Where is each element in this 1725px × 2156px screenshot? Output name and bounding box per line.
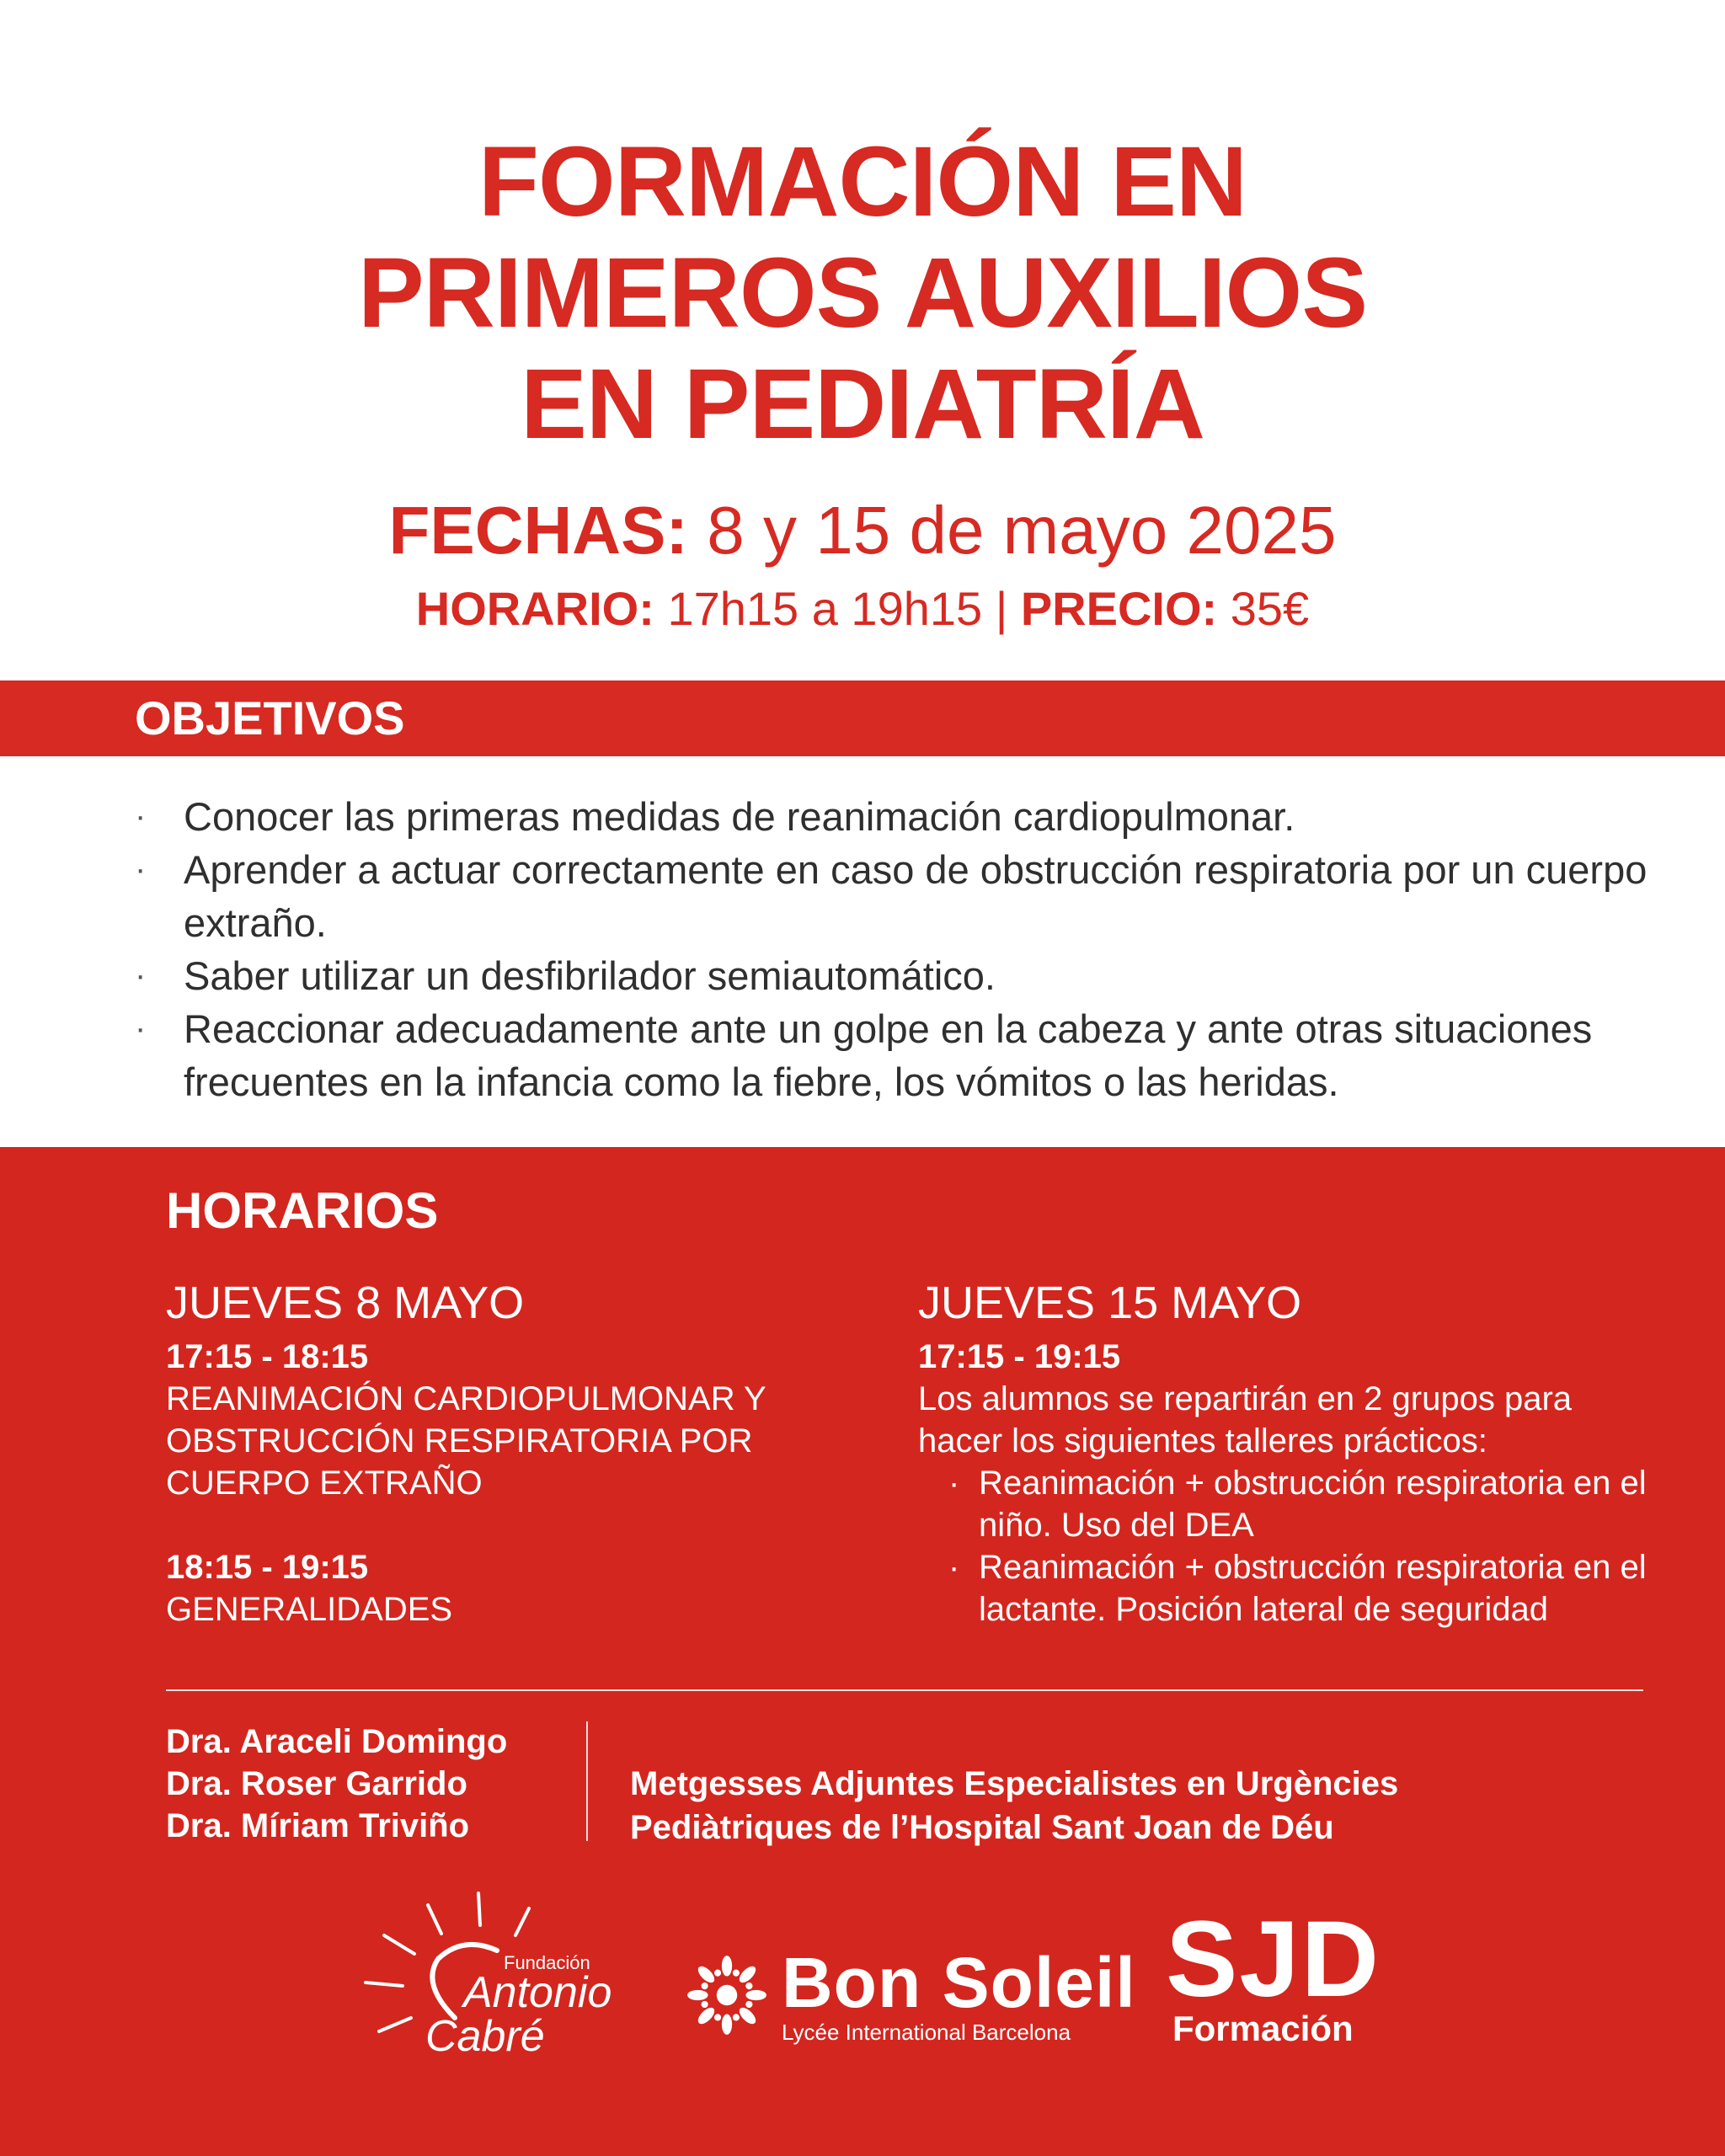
price-label: PRECIO: — [1020, 582, 1218, 635]
sjd-logo: SJD — [1166, 1899, 1381, 2020]
day1-title: JUEVES 8 MAYO — [166, 1278, 525, 1328]
dates-value: 8 y 15 de mayo 2025 — [688, 493, 1337, 568]
foundation-label: Fundación — [504, 1952, 590, 1973]
dates-line — [0, 488, 1725, 573]
list-item — [918, 1462, 1659, 1546]
price-value: 35€ — [1217, 582, 1310, 635]
objective-text: Conocer las primeras medidas de reanimación cardiopulmonar. — [184, 794, 1295, 839]
bon-soleil-name: Bon Soleil — [782, 1943, 1136, 2022]
page-title — [0, 126, 1725, 460]
role-line-1: Metgesses Adjuntes Especialistes en Urgències — [630, 1765, 1399, 1802]
schedule-price-line — [0, 579, 1725, 638]
horizontal-divider — [166, 1689, 1643, 1691]
day2-slot1-desc: Los alumnos se repartirán en 2 grupos para hacer los siguientes talleres prácticos: — [918, 1380, 1573, 1460]
bullet-icon: · — [135, 798, 147, 835]
list-item — [918, 1546, 1659, 1630]
objective-text: Saber utilizar un desfibrilador semiautomático. — [184, 953, 996, 998]
workshop-text: Reanimación + obstrucción respiratoria en el niño. Uso del DEA — [979, 1465, 1647, 1544]
bon-soleil-sun-icon — [684, 1952, 770, 2038]
day1-slot2-time: 18:15 - 19:15 — [166, 1549, 369, 1586]
role-line-2: Pediàtriques de l’Hospital Sant Joan de Déu — [630, 1809, 1334, 1846]
vertical-divider — [586, 1721, 588, 1841]
objectives-list — [133, 790, 1683, 1108]
list-item — [133, 790, 1683, 843]
list-item — [133, 949, 1683, 1002]
workshop-text: Reanimación + obstrucción respiratoria en el lactante. Posición lateral de seguridad — [979, 1549, 1647, 1628]
workshop-list — [918, 1462, 1659, 1630]
day1-slot1-desc: REANIMACIÓN CARDIOPULMONAR Y OBSTRUCCIÓN RESPIRATORIA POR CUERPO EXTRAÑO — [166, 1380, 766, 1502]
objectives-heading: OBJETIVOS — [135, 691, 405, 744]
list-item — [133, 1002, 1683, 1108]
day1-slot2-desc: GENERALIDADES — [166, 1591, 453, 1628]
bullet-icon: · — [948, 1549, 960, 1586]
objective-text: Reaccionar adecuadamente ante un golpe en la cabeza y ante otras situaciones frecuentes en la infancia como la fiebre, los vómitos o las heridas. — [184, 1006, 1593, 1104]
sjd-subtitle: Formación — [1172, 2009, 1354, 2048]
day1-column — [166, 1273, 857, 1630]
doctor-name-3: Dra. Míriam Triviño — [166, 1807, 470, 1844]
dates-label: FECHAS: — [388, 493, 689, 568]
bullet-icon: · — [135, 957, 147, 994]
doctor-name-1: Dra. Araceli Domingo — [166, 1723, 508, 1760]
schedules-heading: HORARIOS — [166, 1182, 439, 1239]
title-line-2: PRIMEROS AUXILIOS — [357, 237, 1368, 349]
title-line-3: EN PEDIATRÍA — [521, 349, 1204, 460]
bullet-icon: · — [135, 1010, 147, 1047]
schedule-value: 17h15 a 19h15 | — [654, 582, 1021, 635]
foundation-name-2: Cabré — [425, 2012, 545, 2061]
list-item — [133, 843, 1683, 949]
doctor-name-2: Dra. Roser Garrido — [166, 1765, 467, 1802]
bullet-icon: · — [948, 1465, 960, 1502]
title-line-1: FORMACIÓN EN — [478, 126, 1247, 237]
day2-slot1-time: 17:15 - 19:15 — [918, 1338, 1121, 1375]
schedule-label: HORARIO: — [415, 582, 654, 635]
day1-slot1-time: 17:15 - 18:15 — [166, 1338, 369, 1375]
bon-soleil-subtitle: Lycée International Barcelona — [782, 2020, 1071, 2045]
day2-column — [918, 1273, 1659, 1630]
foundation-name-1: Antonio — [463, 1968, 612, 2017]
objective-text: Aprender a actuar correctamente en caso de obstrucción respiratoria por un cuerpo extraño. — [184, 847, 1648, 945]
day2-title: JUEVES 15 MAYO — [918, 1278, 1302, 1328]
bullet-icon: · — [135, 851, 147, 888]
